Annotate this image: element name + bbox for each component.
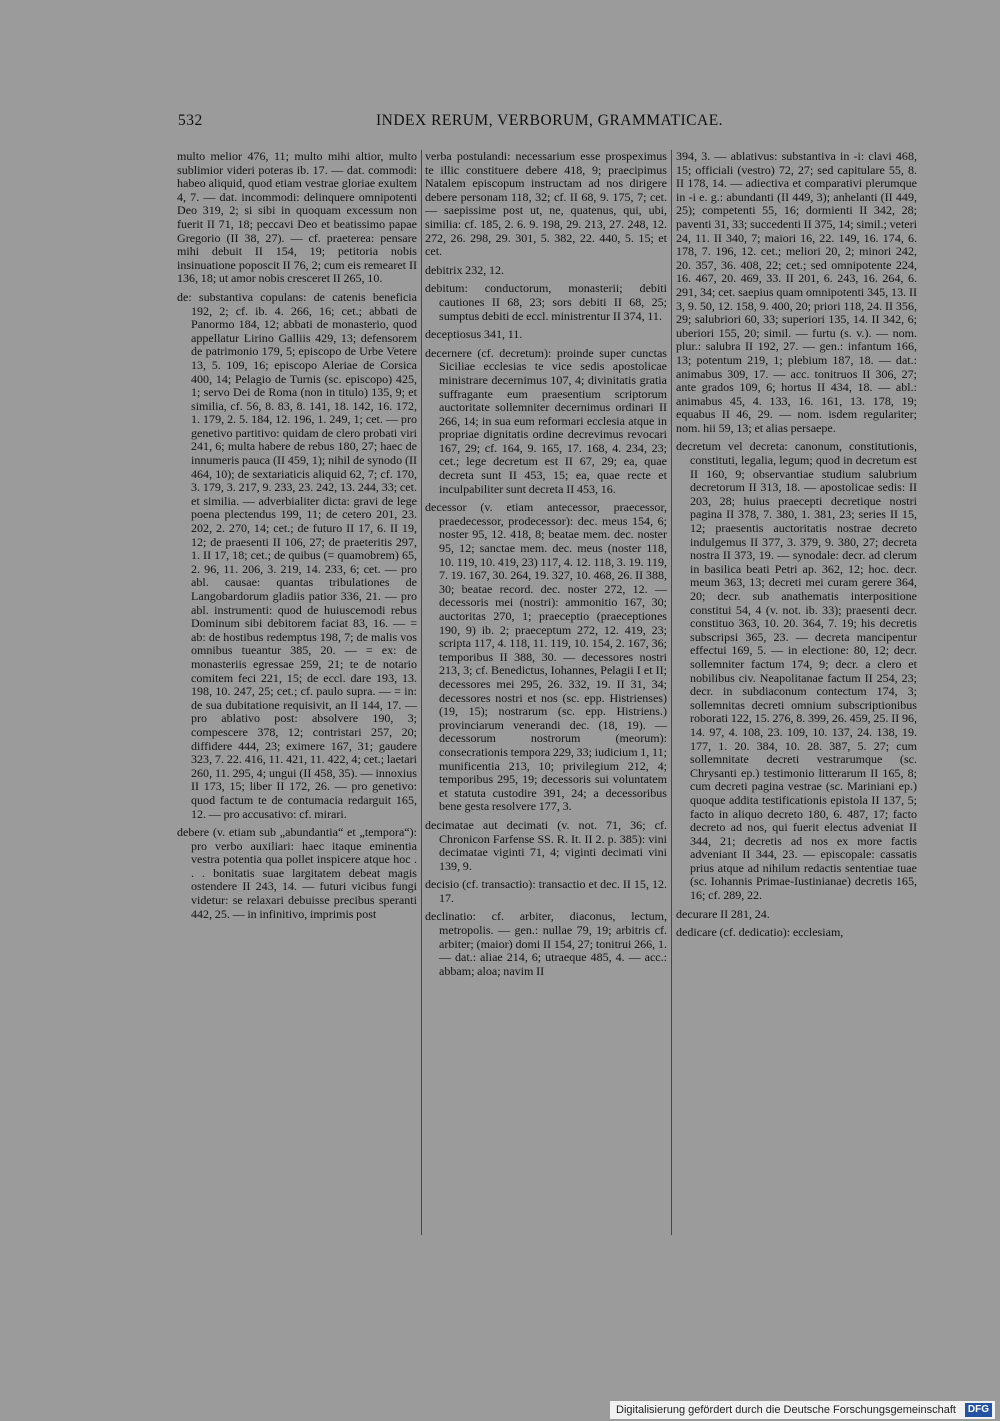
page-header bbox=[178, 112, 913, 136]
index-column-1 bbox=[177, 150, 417, 926]
digitization-footer bbox=[610, 1401, 995, 1419]
index-entry: decisio (cf. transactio): transactio et dec. II 15, 12. 17. bbox=[425, 877, 667, 905]
dfg-logo: DFG bbox=[965, 1403, 992, 1417]
index-column-3 bbox=[676, 150, 917, 945]
index-entry: decessor (v. etiam antecessor, praecessor, praedecessor, prodecessor): dec. meus 154, 6; noster 95, 12. 418, 8; beatae mem. dec. noster 95, 12; sanctae mem. dec. meus (noster 118, 10. 119, 10. 419, 23) 117, 4. 12. 118, 3. 19. 119, 7. 19. 167, 30. 264, 19. 327, 10. 468, 26. II 388, 30; beatae record. dec. noster 272, 12. — decessoris mei (nostri): ammonitio 167, 30; auctoritas 270, 1; praeceptio (praeceptiones 190, 9) ib. 2; praeceptum 272, 12. 419, 23; scripta 117, 4. 118, 11. 119, 10. 154, 2. 167, 36; temporibus II 388, 30. — decessores nostri 213, 3; cf. Benedictus, Iohannes, Pelagii I et II; decessores mei 295, 26. 332, 19. II 31, 34; decessores nostri et nos (sc. epp. Histrienses) (19, 15); nostrarum (sc. epp. Histriens.) provinciarum venerandi dec. (18, 19). — decessorum nostrorum (meorum): consecrationis tempora 229, 33; iudicium 1, 11; munificentia 213, 10; privilegium 212, 4; temporibus 295, 19; decessoris sui voluntatem et statuta custodire 391, 24; a decessoribus bene gesta resolvere 177, 3. bbox=[425, 500, 667, 814]
index-entry: debitrix 232, 12. bbox=[425, 262, 505, 277]
index-entry: declinatio: cf. arbiter, diaconus, lectum, metropolis. — gen.: nullae 79, 19; arbitris cf. arbiter; (maior) domi II 154, 27; tonitrui 266, 1. — dat.: aliae 214, 6; utraeque 485, 4. — acc.: abbam; aloa; navim II bbox=[425, 909, 667, 978]
index-entry: multo melior 476, 11; multo mihi altior, multo sublimior videri poteras ib. 17. — dat. commodi: habeo aliquid, quod etiam vestrae gloriae exultem 4, 7. — dat. incommodi: delinquere omnipotenti Deo 319, 2; si sibi in quoquam excessum non fuerit II 71, 18; peccavi Deo et beatissimo papae Gregorio (II 38, 27). — cf. praeterea: pensare mihi debuit II 154, 19; petitoria nobis insinuatione poposcit II 76, 2; cum eis remearet II 136, 18; ut amor nobis cresceret II 265, 10. bbox=[177, 150, 417, 286]
index-entry: decimatae aut decimati (v. not. 71, 36; cf. Chronicon Farfense SS. R. It. II 2. p. 385): vini decimatae viginti 71, 4; viginti decimati vini 139, 9. bbox=[425, 817, 667, 873]
running-title: INDEX RERUM, VERBORUM, GRAMMATICAE. bbox=[376, 112, 724, 129]
index-entry: dedicare (cf. dedicatio): ecclesiam, bbox=[676, 925, 844, 940]
footer-credit-text: Digitalisierung gefördert durch die Deutsche Forschungsgemeinschaft bbox=[616, 1404, 956, 1416]
index-entry: decernere (cf. decretum): proinde super cunctas Siciliae ecclesias te vice sedis apostolicae ministrare decernimus 107, 4; divinitatis gratia suffragante eum praesentium scriptorum auctoritate sollemniter decernimus ordinari II 266, 14; in sua eum reformari ecclesia atque in propriae dignitatis ordine decrevimus revocari 167, 29; cf. 164, 9. 165, 17. 168, 4. 234, 23; cet.; lege decretum est II 67, 29; ea, quae decreta sunt II 453, 15; ea, quae recte et inculpabiliter sunt decreta II 453, 16. bbox=[425, 345, 667, 496]
index-entry: decurare II 281, 24. bbox=[676, 906, 770, 921]
index-entry: debitum: conductorum, monasterii; debiti cautiones II 68, 23; sors debiti II 68, 25; sumptus debiti de eccl. ministrentur II 374, 11. bbox=[425, 281, 667, 323]
index-entry: de: substantiva copulans: de catenis beneficia 192, 2; cf. ib. 4. 266, 16; cet.; abbati de Panormo 184, 12; abbati de monasterio, quod appellatur Lirino Galliis 429, 13; defensorem de patrimonio 179, 5; episcopo de Urbe Vetere 13, 5. 109, 16; episcopo Aleriae de Corsica 400, 14; Pelagio de Turnis (sc. episcopo) 425, 1; servo Dei de Roma (non in titulo) 135, 9; et similia, cf. 56, 8. 83, 8. 141, 18. 142, 16. 172, 1. 179, 2. 5. 184, 12. 196, 1. 249, 1; cet. — pro genetivo partitivo: quidam de clero probati viri 241, 6; multa habere de rebus 180, 27; haec de innumeris pauca (II 459, 1); nihil de synodo (II 464, 10); de sextariaticis aliquid 62, 7; cf. 170, 3. 179, 3. 217, 9. 233, 23. 242, 13. 244, 33; cet. et similia. — adverbialiter dicta: gravi de lege poena plectendus 199, 11; de cetero 201, 23. 202, 2. 270, 14; cet.; de futuro II 17, 6. II 19, 12; de praesenti II 106, 27; de praeteritis 297, 1. II 17, 18; cet.; de quibus (= quamobrem) 65, 2. 96, 11. 206, 3. 219, 14. 233, 6; cet. — pro abl. causae: quantas tribulationes de Langobardorum gladiis patior 336, 21. — pro abl. instrumenti: quod de huiuscemodi rebus Dominum sibi debitorem faciat 83, 16. — = ab: de hostibus redemptus 198, 7; de malis vos omnibus tueantur 385, 20. — = ex: de monasteriis egressae 259, 21; te de notario comitem feci 221, 15; de eccl. dare 193, 13. 198, 10. 247, 25; cet.; cf. paulo supra. — = in: de sua dubitatione requisivit, an II 144, 17. — pro ablativo post: absolvere 190, 3; compescere 378, 12; contristari 257, 20; diffidere 444, 23; eximere 167, 31; gaudere 323, 7. 22. 416, 11. 421, 11. 422, 4; cet.; laetari 260, 11. 295, 4; ungui (II 458, 35). — innoxius II 173, 15; liber II 172, 26. — pro genetivo: quod factum te de contumacia redarguit 165, 12. — pro accusativo: cf. mirari. bbox=[177, 289, 417, 821]
index-entry: 394, 3. — ablativus: substantiva in -i: clavi 468, 15; officiali (vestro) 72, 27; sed capitulare 55, 8. II 178, 14. — adiectiva et comparativi plerumque in -i e. g.: abundanti (II 449, 3); anhelanti (II 449, 25); competenti 55, 16; dormienti II 342, 28; paventi 31, 33; succedenti II 375, 14; simil.; veteri 24, 11. II 340, 7; maiori 16, 22. 149, 16. 174, 6. 178, 7. 196, 12. cet.; meliori 20, 2; minori 242, 20. 357, 36. 408, 22; cet.; sed omnipotente 224, 16. 467, 20. 469, 33. II 201, 6. 243, 16. 264, 6. 291, 34; cet. saepius quam omnipotenti 345, 13. II 3, 9. 50, 12. 158, 9. 400, 20; priori 118, 24. II 356, 29; salubriori 60, 33; superiori 135, 14. II 342, 6; uberiori 155, 20; simil. — furtu (s. v.). — nom. plur.: salubra II 192, 27. — gen.: infantum 166, 13; potentum 219, 1; plebium 187, 18. — dat.: animabus 309, 17. — acc. tonitruos II 306, 27; ante grados 109, 6; hortus II 434, 18. — abl.: animabus 45, 4. 133, 16. 161, 13. 178, 19; equabus II 46, 29. — nom. isdem regulariter; nom. hii 59, 13; et alias persaepe. bbox=[676, 150, 917, 435]
column-divider bbox=[421, 150, 422, 1235]
index-column-2 bbox=[425, 150, 667, 983]
index-entry: decretum vel decreta: canonum, constitutionis, constituti, legalia, legum; quod in decretum est II 160, 9; observantiae studium salubrium decretorum II 313, 18. — apostolicae sedis: II 203, 28; huius praecepti decretique nostri pagina II 378, 7. 380, 1. 381, 23; series II 15, 12; praesentis auctoritatis nostrae decreto indulgemus II 377, 3. 379, 9. 380, 27; decreta nostra II 373, 19. — synodale: decr. ad clerum in basilica beati Petri ap. 362, 12; hoc. decr. meum 363, 13; decreti mei curam gerere 364, 20; decr. sub anathematis interpositione constitui 54, 4 (v. not. ib. 33); praesenti decr. constituo 363, 10. 20. 364, 7. 19; his decretis subscripsi 365, 23. — decreta mancipentur effectui 169, 5. — in electione: 80, 12; decr. sollemniter factum 174, 9; decr. a clero et nobilibus civ. Neapolitanae factum II 254, 23; decr. in subdiaconum contectum 174, 3; sollemnitas decreti omnium subscriptionibus roborati 122, 15. 276, 8. 399, 26. 459, 25. II 96, 14. 97, 4. 108, 23. 109, 10. 137, 24. 138, 19. 177, 1. 20. 384, 10. 28. 387, 5. 27; cum sollemnitate decreti vestrarumque (sc. Chrysanti ep.) testimonio litterarum II 165, 8; cum decreti pagina vestrae (sc. Mariniani ep.) quoque addita testificationis epistola II 137, 5; facto in aliquo decreto 180, 6. 487, 17; facto decreto ad nos, qui fuerit electus adveniat II 344, 21; decretis ad nos ex more factis adveniant II 344, 23. — episcopale: cassatis prius atque ad nihilum redactis sententiae tuae (sc. Iohannis Primae-Iustinianae) decretis 165, 16; cf. 289, 22. bbox=[676, 439, 917, 903]
column-divider bbox=[671, 150, 672, 1235]
index-entry: debere (v. etiam sub „abundantia“ et „tempora“): pro verbo auxiliari: haec itaque eminentia vestra potentia qua pollet inspicere atque hoc . . . bonitatis suae largitatem debeat magis ostendere II 243, 14. — futuri vicibus fungi videtur: se relaxari debuisse precibus speranti 442, 25. — in infinitivo, imprimis post bbox=[177, 825, 417, 921]
index-entry: deceptiosus 341, 11. bbox=[425, 327, 523, 342]
page-number: 532 bbox=[178, 112, 203, 129]
index-entry: verba postulandi: necessarium esse prospeximus te illic constituere debere 418, 9; praecipimus Natalem episcopum instructam ad nos dirigere debere personam 118, 32; cf. II 68, 9. 175, 7; cet. — saepissime post ut, ne, quatenus, qui, ubi, similia: cf. 185, 2. 6. 9. 198, 29. 213, 27. 248, 12. 272, 26. 298, 29. 301, 5. 382, 22. 440, 5. 15; et cet. bbox=[425, 150, 667, 259]
